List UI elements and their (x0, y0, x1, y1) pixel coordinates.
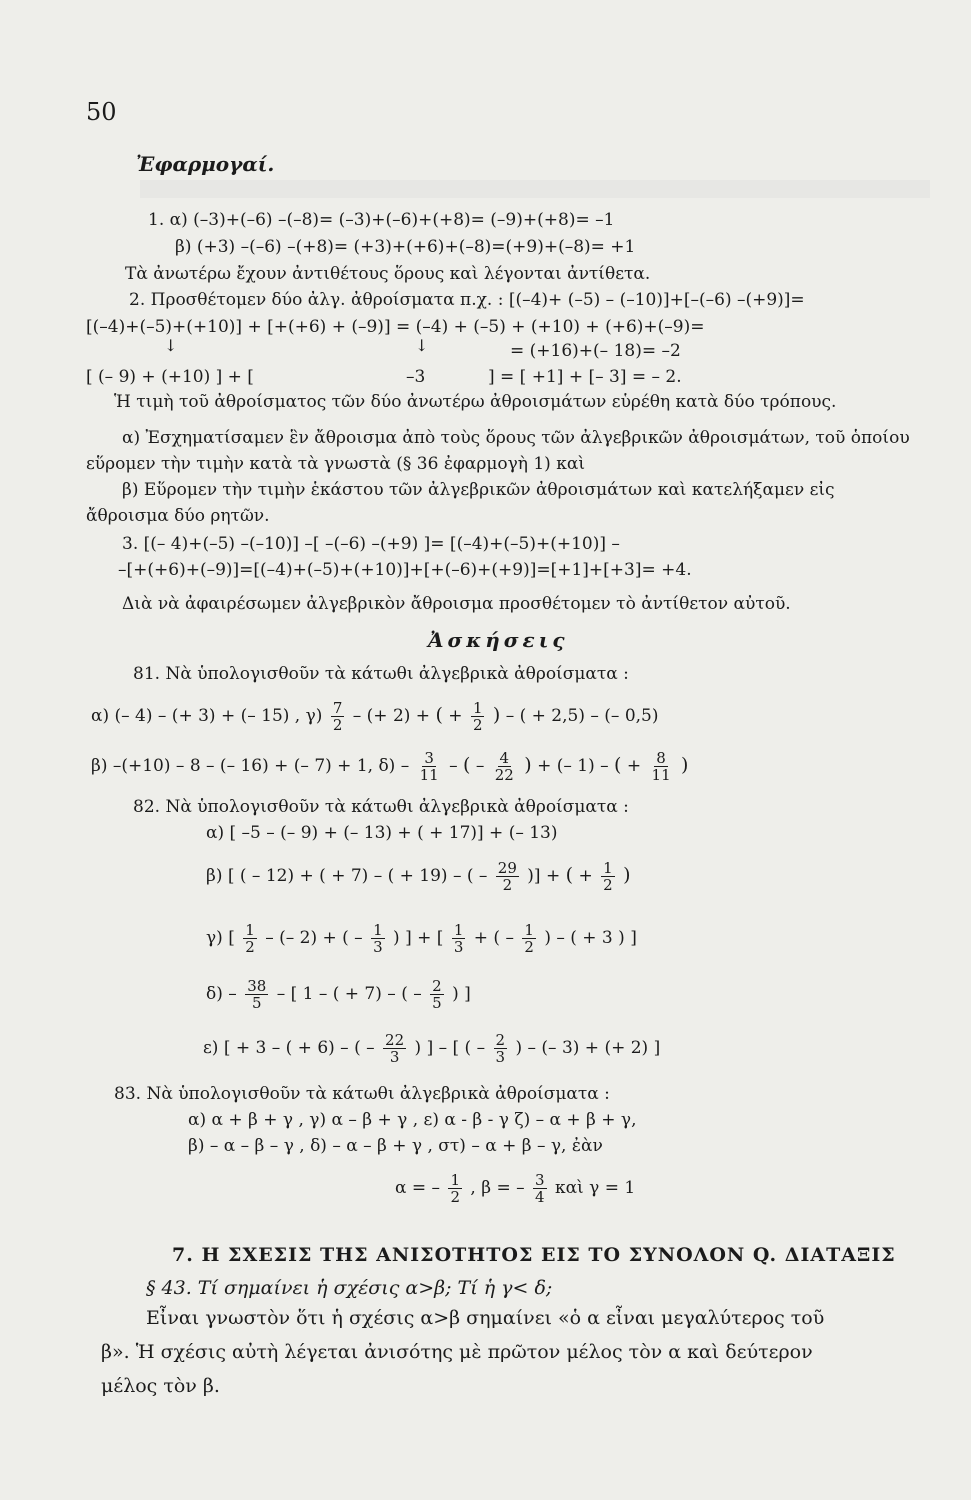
q81-d-part2: + (– 1) – (537, 756, 609, 776)
bleed-through-shadow (140, 180, 930, 198)
ex3-note: Διὰ νὰ ἀφαιρέσωμεν ἀλγεβρικὸν ἄθροισμα προσθέτομεν τὸ ἀντίθετον αὐτοῦ. (122, 594, 791, 614)
q83-alpha: α = – (395, 1178, 441, 1198)
paragraph-43-title: § 43. Τί σημαίνει ἡ σχέσις α>β; Τί ἡ γ< δ; (146, 1277, 553, 1299)
q82-e-part2: ) ] – [ ( – (414, 1038, 486, 1058)
q82-g-part5: ) – ( + 3 ) ] (544, 928, 637, 948)
q83-beta: , β = – (470, 1178, 525, 1198)
paren: ( (435, 704, 443, 726)
ex2-a-line2: εὕρομεν τὴν τιμὴν κατὰ τὰ γνωστὰ (§ 36 ἐφαρμογὴ 1) καὶ (86, 454, 585, 474)
ex3-line1: 3. [(– 4)+(–5) –(–10)] –[ –(–6) –(+9) ]= [(–4)+(–5)+(+10)] – (122, 534, 620, 554)
ex1-a: 1. α) (–3)+(–6) –(–8)= (–3)+(–6)+(+8)= (–9)+(+8)= –1 (148, 210, 615, 230)
heading-exercises: Ἀσκήσεις (428, 628, 569, 652)
ex2-line4-left: [ (– 9) + (+10) ] + [ (86, 367, 254, 387)
fraction-7-2: $\frac{7}{2}$ (332, 699, 343, 734)
q81-row1: α) (– 4) – (+ 3) + (– 15) , γ) $\frac{7}{2}$ – (+ 2) + ( + $\frac{1}{2}$ ) – ( + 2,5) – (– 0,5) (91, 699, 659, 734)
page-number: 50 (86, 98, 117, 126)
down-arrow-icon: ↓ (415, 336, 429, 355)
q82-d-part1: δ) – (206, 984, 237, 1004)
paren: ) (623, 864, 631, 886)
q83-gamma: καὶ γ = 1 (554, 1178, 636, 1198)
fraction-3-4: $\frac{3}{4}$ (535, 1171, 545, 1206)
q81-title: 81. Νὰ ὑπολογισθοῦν τὰ κάτωθι ἀλγεβρικὰ ἀθροίσματα : (133, 664, 629, 684)
paren: ) (681, 754, 689, 776)
ex1-b: β) (+3) –(–6) –(+8)= (+3)+(+6)+(–8)=(+9)+(–8)= +1 (175, 237, 636, 257)
fraction-1-2: $\frac{1}{2}$ (603, 859, 613, 894)
q83-row3 (395, 1172, 635, 1205)
ex2-line1: 2. Προσθέτομεν δύο ἀλγ. ἀθροίσματα π.χ. : [(–4)+ (–5) – (–10)]+[–(–6) –(+9)]= (129, 290, 805, 310)
ex2-b-line1: β) Εὕρομεν τὴν τιμὴν ἑκάστου τῶν ἀλγεβρικῶν ἀθροισμάτων καὶ κατελήξαμεν εἰς (122, 480, 835, 500)
fraction-2-3: $\frac{2}{3}$ (495, 1031, 506, 1066)
paren: ( (463, 754, 471, 776)
paren: ) (524, 754, 532, 776)
q82-e-part3: ) – (– 3) + (+ 2) ] (515, 1038, 661, 1058)
q82-b-part1: β) [ ( – 12) + ( + 7) – ( + 19) – ( – (206, 866, 488, 886)
fraction-29-2: $\frac{29}{2}$ (497, 859, 517, 894)
q83-row2: β) – α – β – γ , δ) – α – β + γ , στ) – α + β – γ, ἐὰν (188, 1136, 603, 1156)
q82-b-part2: )] + (527, 866, 561, 886)
q82-b: β) [ ( – 12) + ( + 7) – ( + 19) – ( – $\frac{29}{2}$ )] + ( + $\frac{1}{2}$ ) (206, 859, 631, 894)
q82-d-part2: – [ 1 – ( + 7) – ( – (276, 984, 422, 1004)
paren: ( (565, 864, 574, 886)
ex2-note: Ἡ τιμὴ τοῦ ἀθροίσματος τῶν δύο ἀνωτέρω ἀθροισμάτων εὑρέθη κατὰ δύο τρόπους. (114, 392, 837, 412)
ex2-line4-mid: –3 (406, 367, 426, 387)
heading-applications: Ἐφαρμογαί. (136, 152, 275, 176)
fraction-1-3: $\frac{1}{3}$ (453, 921, 464, 956)
paragraph-43-line3: μέλος τὸν β. (101, 1375, 220, 1397)
paragraph-43-line2: β». Ἡ σχέσις αὐτὴ λέγεται ἀνισότης μὲ πρῶτον μέλος τὸν α καὶ δεύτερον (101, 1341, 813, 1363)
ex2-b-line2: ἄθροισμα δύο ρητῶν. (86, 506, 270, 526)
q82-g-part2: – (– 2) + ( – (265, 928, 363, 948)
ex3-line2: –[+(+6)+(–9)]=[(–4)+(–5)+(+10)]+[+(–6)+(+9)]=[+1]+[+3]= +4. (118, 560, 692, 580)
ex2-a-line1: α) Ἐσχηματίσαμεν ἓν ἄθροισμα ἀπὸ τοὺς ὅρους τῶν ἀλγεβρικῶν ἀθροισμάτων, τοῦ ὁποίου (122, 428, 910, 448)
ex2-line4-right: ] = [ +1] + [– 3] = – 2. (488, 367, 682, 387)
paren: ) (492, 704, 501, 726)
fraction-38-5: $\frac{38}{5}$ (247, 977, 267, 1012)
fraction-1-2: $\frac{1}{2}$ (524, 921, 534, 956)
paren: ( (614, 754, 622, 776)
q82-d-part3: ) ] (452, 984, 471, 1004)
q82-title: 82. Νὰ ὑπολογισθοῦν τὰ κάτωθι ἀλγεβρικὰ ἀθροίσματα : (133, 797, 629, 817)
ex1-note: Τὰ ἀνωτέρω ἔχουν ἀντιθέτους ὅρους καὶ λέγονται ἀντίθετα. (125, 264, 651, 284)
q81-g-part2: – ( + 2,5) – (– 0,5) (505, 706, 659, 726)
q82-e (203, 1032, 660, 1065)
q82-g-part1: γ) [ (206, 928, 235, 948)
fraction-1-2: $\frac{1}{2}$ (245, 921, 255, 956)
fraction-8-11: $\frac{8}{11}$ (651, 749, 671, 784)
paragraph-43-line1: Εἶναι γνωστὸν ὅτι ἡ σχέσις α>β σημαίνει «ὁ α εἶναι μεγαλύτερος τοῦ (146, 1307, 825, 1329)
q81-a: α) (– 4) – (+ 3) + (– 15) , γ) (91, 706, 323, 726)
fraction-3-11: $\frac{3}{11}$ (419, 749, 439, 784)
q81-b: β) –(+10) – 8 – (– 16) + (– 7) + 1, δ) – (91, 756, 410, 776)
q82-e-part1: ε) [ + 3 – ( + 6) – ( – (203, 1038, 375, 1058)
q81-d-part1: – (449, 756, 458, 776)
q82-d (206, 978, 471, 1011)
fraction-1-3: $\frac{1}{3}$ (373, 921, 383, 956)
q82-g (206, 922, 637, 955)
fraction-1-2: $\frac{1}{2}$ (472, 699, 483, 734)
fraction-22-3: $\frac{22}{3}$ (385, 1031, 405, 1066)
ex2-line2: [(–4)+(–5)+(+10)] + [+(+6) + (–9)] = (–4) + (–5) + (+10) + (+6)+(–9)= (86, 317, 705, 337)
ex2-line3: = (+16)+(– 18)= –2 (510, 341, 681, 361)
q81-row2: β) –(+10) – 8 – (– 16) + (– 7) + 1, δ) – $\frac{3}{11}$ – ( – $\frac{4}{22}$ ) + (– 1) – ( + $\frac{8}{11}$ ) (91, 749, 689, 784)
fraction-4-22: $\frac{4}{22}$ (494, 749, 514, 784)
q83-title: 83. Νὰ ὑπολογισθοῦν τὰ κάτωθι ἀλγεβρικὰ ἀθροίσματα : (114, 1084, 610, 1104)
q82-a: α) [ –5 – (– 9) + (– 13) + ( + 17)] + (– 13) (206, 823, 558, 843)
q82-g-part3: ) ] + [ (393, 928, 444, 948)
q83-row1: α) α + β + γ , γ) α – β + γ , ε) α - β - γ ζ) – α + β + γ, (188, 1110, 637, 1130)
q81-g-part1: – (+ 2) + (352, 706, 431, 726)
fraction-1-2: $\frac{1}{2}$ (450, 1171, 460, 1206)
fraction-2-5: $\frac{2}{5}$ (432, 977, 442, 1012)
down-arrow-icon: ↓ (164, 336, 178, 355)
section-heading: 7. Η ΣΧΕΣΙΣ ΤΗΣ ΑΝΙΣΟΤΗΤΟΣ ΕΙΣ ΤΟ ΣΥΝΟΛΟΝ Q. ΔΙΑΤΑΞΙΣ (172, 1244, 896, 1266)
q82-g-part4: + ( – (473, 928, 514, 948)
